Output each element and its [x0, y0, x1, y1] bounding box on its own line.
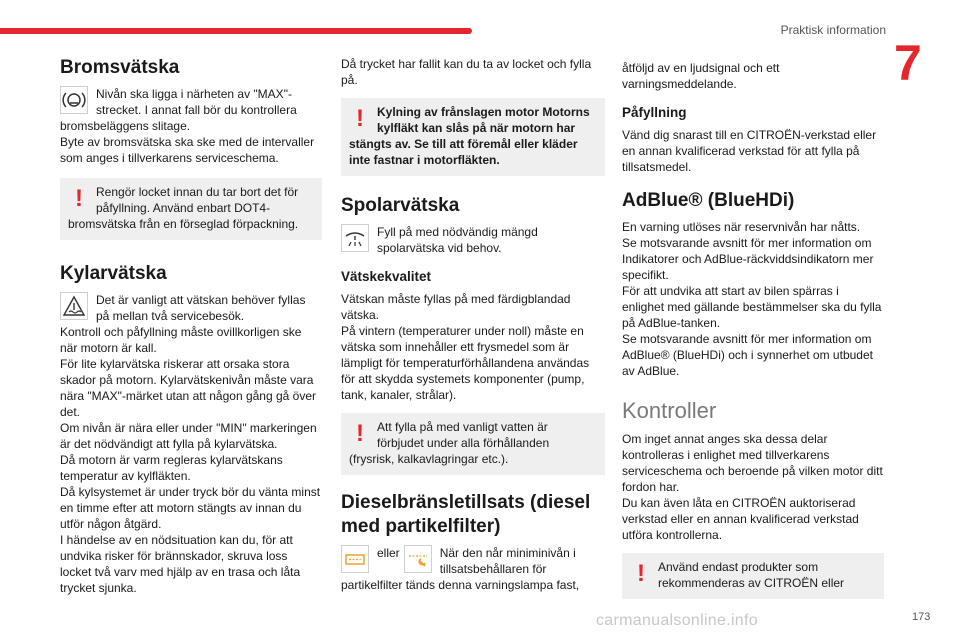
fluid-quality-text: Vätskan måste fyllas på med färdigblandad vätska.: [341, 292, 571, 322]
warning-exclamation-icon: !: [356, 105, 364, 132]
adblue-heading: AdBlue® (BlueHDi): [622, 190, 795, 211]
checks-text: Om inget annat anges ska dessa delar kontrolleras i enlighet med tillverkarens serviceschema och beroende på vilken motor ditt fordon har.: [622, 432, 883, 494]
adblue-text-4: Se motsvarande avsnitt för mer information om AdBlue® (BlueHDi) och i synnerhet om utbudet av AdBlue.: [622, 332, 873, 378]
diesel-additive-heading: Dieselbränsletillsats (diesel med partikelfilter): [341, 492, 591, 537]
coolant-line-3: Om nivån är nära eller under "MIN" markeringen är det nödvändigt att fylla på kylarvätska.: [60, 421, 317, 451]
coolant-warning-icon: [60, 292, 88, 320]
brake-warning-box: [60, 178, 322, 240]
refill-text: Vänd dig snarast till en CITROËN-verkstad eller en annan kvalificerad verkstad för att fylla på tillsatsmedel.: [622, 128, 877, 174]
coolant-line-1: Kontroll och påfyllning måste ovillkorligen ske när motorn är kall.: [60, 325, 302, 355]
refill-heading: Påfyllning: [622, 105, 687, 120]
coolant-paragraph: [60, 292, 322, 324]
chapter-number: 7: [894, 35, 922, 91]
washer-paragraph: [341, 224, 605, 256]
column-2: [341, 56, 605, 593]
coolant-line-5: Då kylsystemet är under tryck bör du vänta minst en timme efter att motorn stängts av innan du utför någon åtgärd.: [60, 485, 321, 531]
washer-text: Fyll på med nödvändig mängd spolarvätska vid behov.: [377, 225, 538, 255]
diesel-additive-icon: [341, 545, 369, 573]
products-warning-text: Använd endast produkter som rekommenderas av CITROËN eller: [658, 560, 845, 590]
warning-exclamation-icon: !: [75, 185, 83, 212]
coolant-text: Det är vanligt att vätskan behöver fyllas på mellan två servicebesök.: [96, 293, 306, 323]
warning-exclamation-icon: !: [356, 420, 364, 447]
brake-fluid-text-2: Byte av bromsvätska ska ske med de intervaller som anges i tillverkarens serviceschema.: [60, 135, 315, 165]
top-accent-bar: [0, 28, 472, 34]
page-number: 173: [912, 611, 931, 623]
diesel-additive-paragraph: [341, 545, 605, 593]
adblue-text-3: För att undvika att start av bilen spärras i enlighet med gällande bestämmelser ska du fylla på AdBlue-tanken.: [622, 284, 882, 330]
warning-exclamation-icon: !: [637, 560, 645, 587]
coolant-line-2: För lite kylarvätska riskerar att orsaka stora skador på motorn. Kylarvätskenivån måste vara nära "MAX"-märket utan att någon gång gå över det.: [60, 357, 317, 419]
brake-fluid-text: Nivån ska ligga i närheten av "MAX"-strecket. I annat fall bör du kontrollera bromsbeläggens slitage.: [60, 87, 297, 133]
or-label: eller: [377, 546, 400, 560]
diesel-additive-text: När den når miniminivån i tillsatsbehållaren för partikelfilter tänds denna varningslampa fast,: [341, 546, 580, 592]
products-warning-box: [622, 553, 884, 599]
fan-warning-text: Kylning av frånslagen motor Motorns kylfläkt kan slås på när motorn har stängts av. Se till att föremål eller kläder inte fastnar i motorfläkten.: [349, 105, 590, 167]
signal-continuation: åtföljd av en ljudsignal och ett varningsmeddelande.: [622, 61, 780, 91]
brake-fluid-heading: Bromsvätska: [60, 57, 180, 78]
checks-text-2: Du kan även låta en CITROËN auktoriserad verkstad eller en annan kvalificerad verkstad utföra kontrollerna.: [622, 496, 859, 542]
adblue-text-2: Se motsvarande avsnitt för mer information om Indikatorer och AdBlue-räckviddsindikatorn mer specifikt.: [622, 236, 874, 282]
adblue-text: En varning utlöses när reservnivån har nåtts.: [622, 220, 861, 234]
column-3: [622, 56, 884, 599]
fluid-quality-text-2: På vintern (temperaturer under noll) måste en vätska som innehåller ett frysmedel som är lämpligt för temperaturförhållandena användas för att skydda systemets komponenter (pump, tank, kanaler, strålar).: [341, 324, 590, 402]
brake-warning-icon: [60, 86, 88, 114]
washer-fluid-icon: [341, 224, 369, 252]
brake-warning-text: Rengör locket innan du tar bort det för påfyllning. Använd enbart DOT4-bromsvätska från en förseglad förpackning.: [68, 185, 299, 231]
fan-warning-box: [341, 98, 605, 176]
column-1: [60, 56, 322, 596]
coolant-line-4: Då motorn är varm regleras kylarvätskans temperatur av kylfläkten.: [60, 453, 283, 483]
checks-heading: Kontroller: [622, 398, 717, 423]
water-warning-text: Att fylla på med vanligt vatten är förbjudet under alla förhållanden (frysrisk, kalkavlagringar etc.).: [349, 420, 550, 466]
brake-fluid-paragraph: [60, 86, 322, 134]
coolant-line-6: I händelse av en nödsituation kan du, för att undvika risker för brännskador, skruva loss locket två varv med hjälp av en trasa och låta trycket sjunka.: [60, 533, 301, 595]
section-title: Praktisk information: [780, 23, 886, 37]
service-wrench-icon: [404, 545, 432, 573]
coolant-heading: Kylarvätska: [60, 263, 167, 284]
fluid-quality-heading: Vätskekvalitet: [341, 269, 432, 284]
pressure-intro: Då trycket har fallit kan du ta av locket och fylla på.: [341, 57, 592, 87]
watermark: carmanualsonline.info: [596, 612, 758, 629]
washer-heading: Spolarvätska: [341, 195, 460, 216]
water-warning-box: [341, 413, 605, 475]
